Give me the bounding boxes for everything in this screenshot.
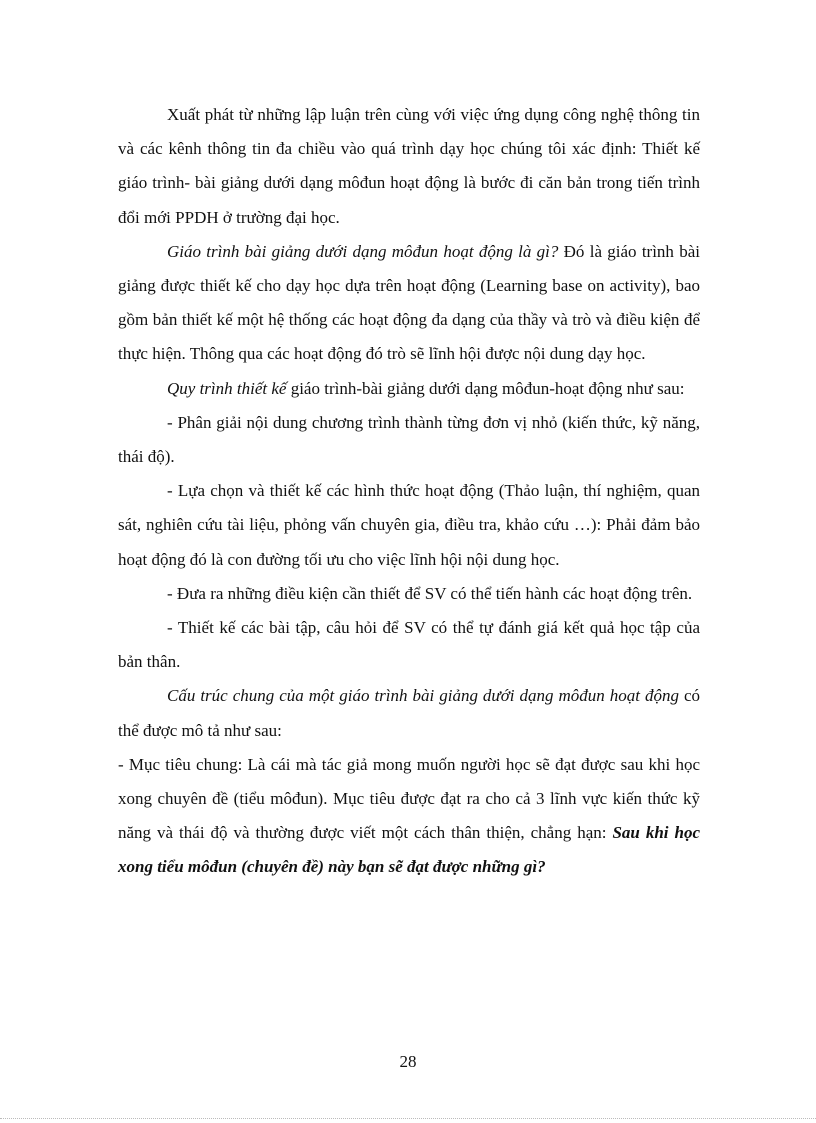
list-item-select-activities — [118, 474, 700, 577]
list-item-conditions — [118, 577, 700, 611]
list-item-decompose-text: - Phân giải nội dung chương trình thành từng đơn vị nhỏ (kiến thức, kỹ năng, thái độ). — [118, 412, 700, 467]
paragraph-intro — [118, 98, 700, 235]
body-text — [118, 98, 700, 885]
page-number: 28 — [399, 1052, 417, 1071]
list-item-exercises — [118, 611, 700, 679]
definition-question: Giáo trình bài giảng dưới dạng môđun hoạt động là gì? — [167, 241, 559, 261]
paragraph-general-goal — [118, 748, 700, 885]
page-bottom-divider — [0, 1118, 816, 1119]
structure-intro: có thể được mô tả như sau: — [118, 686, 701, 740]
list-item-decompose — [118, 406, 700, 474]
paragraph-definition — [118, 235, 700, 372]
process-heading: Quy trình thiết kế — [167, 378, 287, 398]
list-item-exercises-text: - Thiết kế các bài tập, câu hỏi để SV có thể tự đánh giá kết quả học tập của bản thân. — [118, 618, 700, 672]
paragraph-intro-text: Xuất phát từ những lập luận trên cùng với việc ứng dụng công nghệ thông tin và các kênh thông tin đa chiều vào quá trình dạy học chúng tôi xác định: Thiết kế giáo trình- bài giảng dưới dạng môđun hoạt động là bước đi căn bản trong tiến trình đổi mới PPDH ở trường đại học. — [118, 105, 700, 227]
general-goal-text: - Mục tiêu chung: Là cái mà tác giả mong muốn người học sẽ đạt được sau khi học xong chuyên đề (tiểu môđun). Mục tiêu được đạt ra cho cả 3 lĩnh vực kiến thức kỹ năng và thái độ và thường được viết một cách thân thiện, chẳng hạn: — [118, 754, 700, 843]
structure-heading: Cấu trúc chung của một giáo trình bài giảng dưới dạng môđun hoạt động — [167, 686, 679, 706]
paragraph-structure — [118, 679, 700, 747]
general-goal-example: Sau khi học xong tiểu môđun (chuyên đề) này bạn sẽ đạt được những gì? — [118, 823, 700, 877]
list-item-conditions-text: - Đưa ra những điều kiện cần thiết để SV có thể tiến hành các hoạt động trên. — [167, 583, 693, 603]
definition-answer: Đó là giáo trình bài giảng được thiết kế cho dạy học dựa trên hoạt động (Learning base on activity), bao gồm bản thiết kế một hệ thống các hoạt động đa dạng của thầy và trò và điều kiện để thực hiện. Thông qua các hoạt động đó trò sẽ lĩnh hội được nội dung dạy học. — [118, 241, 700, 364]
paragraph-process — [118, 372, 700, 406]
list-item-select-activities-text: - Lựa chọn và thiết kế các hình thức hoạt động (Thảo luận, thí nghiệm, quan sát, nghiên cứu tài liệu, phỏng vấn chuyên gia, điều tra, khảo cứu …): Phải đảm bảo hoạt động đó là con đường tối ưu cho việc lĩnh hội nội dung học. — [118, 481, 700, 569]
process-intro: giáo trình-bài giảng dưới dạng môđun-hoạt động như sau: — [286, 378, 685, 398]
